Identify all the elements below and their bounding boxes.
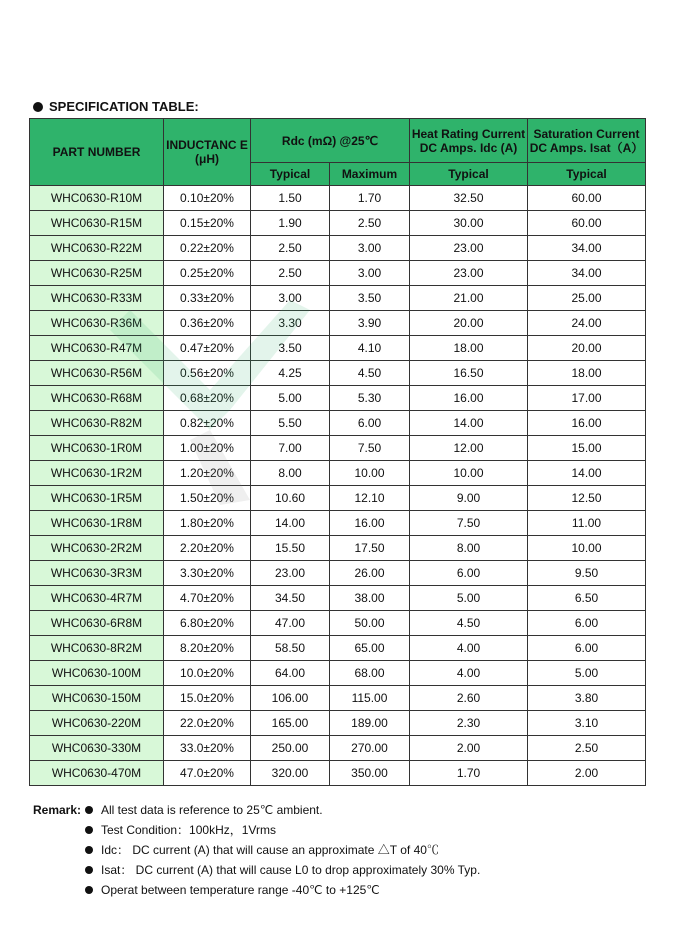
cell-isat-typical: 10.00: [528, 536, 646, 561]
cell-rdc-typical: 5.50: [251, 411, 330, 436]
table-row: [30, 586, 646, 611]
cell-isat-typical: 60.00: [528, 211, 646, 236]
cell-idc-typical: 32.50: [410, 186, 528, 211]
table-row: [30, 286, 646, 311]
cell-rdc-maximum: 65.00: [330, 636, 410, 661]
cell-part-number: WHC0630-R10M: [30, 186, 164, 211]
table-row: [30, 211, 646, 236]
cell-isat-typical: 34.00: [528, 261, 646, 286]
header-inductance: INDUCTANC E (μH): [164, 119, 251, 186]
cell-rdc-maximum: 17.50: [330, 536, 410, 561]
section-title-text: SPECIFICATION TABLE:: [49, 99, 199, 114]
cell-inductance: 1.50±20%: [164, 486, 251, 511]
cell-inductance: 1.00±20%: [164, 436, 251, 461]
cell-idc-typical: 12.00: [410, 436, 528, 461]
cell-inductance: 0.25±20%: [164, 261, 251, 286]
cell-part-number: WHC0630-R22M: [30, 236, 164, 261]
cell-rdc-typical: 8.00: [251, 461, 330, 486]
cell-isat-typical: 2.00: [528, 761, 646, 786]
header-rdc: Rdc (mΩ) @25℃: [251, 119, 410, 163]
cell-part-number: WHC0630-R25M: [30, 261, 164, 286]
cell-rdc-typical: 34.50: [251, 586, 330, 611]
cell-rdc-typical: 3.00: [251, 286, 330, 311]
cell-idc-typical: 7.50: [410, 511, 528, 536]
cell-inductance: 0.47±20%: [164, 336, 251, 361]
cell-rdc-typical: 165.00: [251, 711, 330, 736]
cell-rdc-maximum: 10.00: [330, 461, 410, 486]
cell-part-number: WHC0630-R33M: [30, 286, 164, 311]
cell-inductance: 0.36±20%: [164, 311, 251, 336]
cell-rdc-maximum: 3.90: [330, 311, 410, 336]
cell-rdc-maximum: 6.00: [330, 411, 410, 436]
remark-item: [33, 803, 480, 823]
cell-part-number: WHC0630-470M: [30, 761, 164, 786]
cell-inductance: 0.15±20%: [164, 211, 251, 236]
cell-isat-typical: 3.80: [528, 686, 646, 711]
cell-inductance: 33.0±20%: [164, 736, 251, 761]
cell-rdc-maximum: 4.10: [330, 336, 410, 361]
table-row: [30, 186, 646, 211]
table-row: [30, 736, 646, 761]
cell-rdc-typical: 106.00: [251, 686, 330, 711]
cell-idc-typical: 6.00: [410, 561, 528, 586]
table-row: [30, 761, 646, 786]
bullet-icon: [85, 866, 93, 874]
cell-isat-typical: 9.50: [528, 561, 646, 586]
cell-idc-typical: 2.00: [410, 736, 528, 761]
cell-rdc-maximum: 3.00: [330, 261, 410, 286]
cell-inductance: 0.33±20%: [164, 286, 251, 311]
header-heat-rating: Heat Rating Current DC Amps. Idc (A): [410, 119, 528, 163]
remark-text: Idc： DC current (A) that will cause an approximate △T of 40℃: [101, 843, 439, 857]
cell-rdc-typical: 15.50: [251, 536, 330, 561]
cell-isat-typical: 60.00: [528, 186, 646, 211]
cell-part-number: WHC0630-330M: [30, 736, 164, 761]
cell-inductance: 15.0±20%: [164, 686, 251, 711]
cell-part-number: WHC0630-R36M: [30, 311, 164, 336]
table-row: [30, 561, 646, 586]
table-row: [30, 311, 646, 336]
cell-rdc-typical: 3.30: [251, 311, 330, 336]
bullet-icon: [33, 102, 43, 112]
cell-part-number: WHC0630-1R2M: [30, 461, 164, 486]
cell-rdc-maximum: 7.50: [330, 436, 410, 461]
cell-isat-typical: 25.00: [528, 286, 646, 311]
cell-rdc-typical: 14.00: [251, 511, 330, 536]
section-title: [33, 99, 199, 114]
cell-part-number: WHC0630-2R2M: [30, 536, 164, 561]
cell-rdc-typical: 23.00: [251, 561, 330, 586]
cell-idc-typical: 2.30: [410, 711, 528, 736]
cell-rdc-typical: 47.00: [251, 611, 330, 636]
cell-inductance: 6.80±20%: [164, 611, 251, 636]
cell-rdc-maximum: 16.00: [330, 511, 410, 536]
cell-inductance: 1.80±20%: [164, 511, 251, 536]
spec-table: [29, 118, 646, 786]
cell-idc-typical: 1.70: [410, 761, 528, 786]
cell-part-number: WHC0630-1R8M: [30, 511, 164, 536]
table-row: [30, 236, 646, 261]
cell-isat-typical: 6.50: [528, 586, 646, 611]
cell-idc-typical: 4.00: [410, 636, 528, 661]
cell-rdc-typical: 320.00: [251, 761, 330, 786]
cell-rdc-typical: 64.00: [251, 661, 330, 686]
table-row: [30, 361, 646, 386]
cell-idc-typical: 21.00: [410, 286, 528, 311]
cell-isat-typical: 18.00: [528, 361, 646, 386]
cell-inductance: 0.10±20%: [164, 186, 251, 211]
cell-rdc-maximum: 50.00: [330, 611, 410, 636]
cell-isat-typical: 12.50: [528, 486, 646, 511]
cell-inductance: 4.70±20%: [164, 586, 251, 611]
remark-text: Operat between temperature range -40℃ to +125℃: [101, 883, 380, 897]
cell-inductance: 8.20±20%: [164, 636, 251, 661]
cell-rdc-maximum: 5.30: [330, 386, 410, 411]
cell-rdc-typical: 2.50: [251, 236, 330, 261]
table-row: [30, 661, 646, 686]
table-row: [30, 336, 646, 361]
cell-rdc-maximum: 68.00: [330, 661, 410, 686]
table-row: [30, 436, 646, 461]
table-row: [30, 711, 646, 736]
cell-rdc-typical: 58.50: [251, 636, 330, 661]
cell-rdc-maximum: 350.00: [330, 761, 410, 786]
cell-part-number: WHC0630-R68M: [30, 386, 164, 411]
cell-isat-typical: 24.00: [528, 311, 646, 336]
cell-rdc-maximum: 1.70: [330, 186, 410, 211]
table-row: [30, 386, 646, 411]
cell-rdc-maximum: 115.00: [330, 686, 410, 711]
cell-part-number: WHC0630-4R7M: [30, 586, 164, 611]
cell-inductance: 1.20±20%: [164, 461, 251, 486]
table-row: [30, 536, 646, 561]
cell-rdc-maximum: 270.00: [330, 736, 410, 761]
remark-label: Remark:: [33, 803, 82, 817]
remarks: [33, 803, 480, 903]
cell-isat-typical: 2.50: [528, 736, 646, 761]
cell-part-number: WHC0630-3R3M: [30, 561, 164, 586]
cell-idc-typical: 16.50: [410, 361, 528, 386]
cell-part-number: WHC0630-100M: [30, 661, 164, 686]
cell-rdc-typical: 250.00: [251, 736, 330, 761]
cell-inductance: 0.56±20%: [164, 361, 251, 386]
cell-rdc-typical: 4.25: [251, 361, 330, 386]
cell-rdc-maximum: 26.00: [330, 561, 410, 586]
table-row: [30, 411, 646, 436]
cell-rdc-maximum: 12.10: [330, 486, 410, 511]
table-row: [30, 511, 646, 536]
header-rdc-typical: Typical: [251, 163, 330, 186]
cell-isat-typical: 16.00: [528, 411, 646, 436]
cell-part-number: WHC0630-R82M: [30, 411, 164, 436]
cell-part-number: WHC0630-1R5M: [30, 486, 164, 511]
cell-inductance: 0.82±20%: [164, 411, 251, 436]
header-isat-typical: Typical: [528, 163, 646, 186]
cell-idc-typical: 23.00: [410, 236, 528, 261]
cell-isat-typical: 3.10: [528, 711, 646, 736]
remark-item: [33, 883, 480, 903]
remark-item: [33, 843, 480, 863]
header-part-number: PART NUMBER: [30, 119, 164, 186]
bullet-icon: [85, 886, 93, 894]
cell-part-number: WHC0630-220M: [30, 711, 164, 736]
cell-isat-typical: 11.00: [528, 511, 646, 536]
table-row: [30, 686, 646, 711]
cell-idc-typical: 16.00: [410, 386, 528, 411]
cell-isat-typical: 14.00: [528, 461, 646, 486]
remark-text: Test Condition：100kHz，1Vrms: [101, 823, 276, 837]
cell-isat-typical: 5.00: [528, 661, 646, 686]
cell-rdc-maximum: 2.50: [330, 211, 410, 236]
cell-idc-typical: 5.00: [410, 586, 528, 611]
header-saturation: Saturation Current DC Amps. Isat（A）: [528, 119, 646, 163]
cell-idc-typical: 4.50: [410, 611, 528, 636]
cell-idc-typical: 2.60: [410, 686, 528, 711]
cell-rdc-maximum: 189.00: [330, 711, 410, 736]
cell-part-number: WHC0630-R15M: [30, 211, 164, 236]
cell-rdc-typical: 7.00: [251, 436, 330, 461]
cell-isat-typical: 15.00: [528, 436, 646, 461]
cell-rdc-typical: 2.50: [251, 261, 330, 286]
cell-isat-typical: 6.00: [528, 636, 646, 661]
cell-inductance: 0.22±20%: [164, 236, 251, 261]
cell-inductance: 47.0±20%: [164, 761, 251, 786]
bullet-icon: [85, 806, 93, 814]
table-row: [30, 611, 646, 636]
cell-idc-typical: 23.00: [410, 261, 528, 286]
cell-idc-typical: 9.00: [410, 486, 528, 511]
cell-inductance: 0.68±20%: [164, 386, 251, 411]
table-row: [30, 486, 646, 511]
cell-rdc-maximum: 38.00: [330, 586, 410, 611]
table-row: [30, 461, 646, 486]
cell-isat-typical: 6.00: [528, 611, 646, 636]
cell-rdc-typical: 5.00: [251, 386, 330, 411]
cell-idc-typical: 4.00: [410, 661, 528, 686]
cell-rdc-typical: 1.90: [251, 211, 330, 236]
cell-rdc-maximum: 3.00: [330, 236, 410, 261]
cell-isat-typical: 20.00: [528, 336, 646, 361]
bullet-icon: [85, 826, 93, 834]
cell-rdc-typical: 10.60: [251, 486, 330, 511]
cell-part-number: WHC0630-1R0M: [30, 436, 164, 461]
cell-idc-typical: 20.00: [410, 311, 528, 336]
cell-idc-typical: 30.00: [410, 211, 528, 236]
cell-part-number: WHC0630-150M: [30, 686, 164, 711]
remark-text: All test data is reference to 25℃ ambient.: [101, 803, 323, 817]
cell-idc-typical: 8.00: [410, 536, 528, 561]
table-row: [30, 261, 646, 286]
cell-idc-typical: 14.00: [410, 411, 528, 436]
remark-item: [33, 823, 480, 843]
cell-isat-typical: 34.00: [528, 236, 646, 261]
cell-idc-typical: 18.00: [410, 336, 528, 361]
cell-inductance: 2.20±20%: [164, 536, 251, 561]
cell-inductance: 22.0±20%: [164, 711, 251, 736]
header-idc-typical: Typical: [410, 163, 528, 186]
cell-rdc-typical: 1.50: [251, 186, 330, 211]
cell-idc-typical: 10.00: [410, 461, 528, 486]
cell-rdc-maximum: 4.50: [330, 361, 410, 386]
cell-part-number: WHC0630-R47M: [30, 336, 164, 361]
remark-item: [33, 863, 480, 883]
cell-inductance: 3.30±20%: [164, 561, 251, 586]
cell-inductance: 10.0±20%: [164, 661, 251, 686]
cell-rdc-typical: 3.50: [251, 336, 330, 361]
cell-rdc-maximum: 3.50: [330, 286, 410, 311]
cell-part-number: WHC0630-6R8M: [30, 611, 164, 636]
bullet-icon: [85, 846, 93, 854]
remark-text: Isat： DC current (A) that will cause L0 to drop approximately 30% Typ.: [101, 863, 481, 877]
cell-part-number: WHC0630-R56M: [30, 361, 164, 386]
table-row: [30, 636, 646, 661]
header-rdc-maximum: Maximum: [330, 163, 410, 186]
cell-part-number: WHC0630-8R2M: [30, 636, 164, 661]
cell-isat-typical: 17.00: [528, 386, 646, 411]
